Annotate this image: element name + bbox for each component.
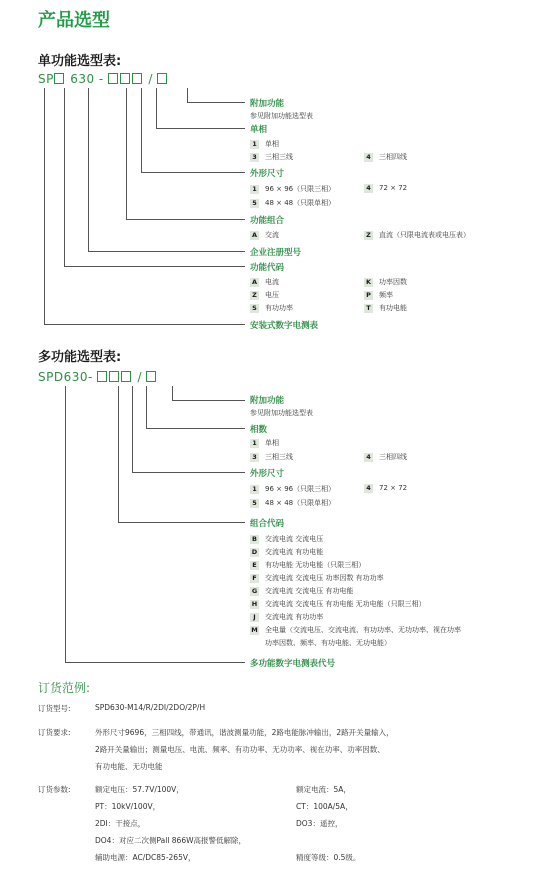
list-item: A 交流 — [251, 231, 279, 239]
key-badge: T — [364, 304, 373, 313]
connector-line — [64, 266, 245, 267]
order-section-title: 订货范例: — [38, 681, 91, 695]
multi-addon-head: 附加功能 — [250, 396, 285, 406]
connector-line — [187, 102, 245, 103]
key-badge: 1 — [250, 439, 259, 448]
list-item: A 电流 — [251, 278, 279, 286]
key-badge: F — [250, 574, 259, 583]
connector-line — [132, 472, 245, 473]
key-badge: 4 — [364, 184, 373, 193]
key-badge: Z — [250, 291, 259, 300]
key-badge: 1 — [250, 485, 259, 494]
connector-line — [141, 88, 142, 172]
code-slot-box — [132, 73, 142, 84]
key-badge: H — [251, 600, 258, 608]
order-req-label: 订货要求: — [38, 728, 71, 737]
connector-line — [44, 324, 245, 325]
key-badge: 4 — [364, 153, 373, 162]
list-item: Z 电压 — [250, 290, 279, 300]
connector-line — [44, 88, 45, 324]
key-badge: G — [251, 587, 258, 595]
connector-line — [118, 386, 119, 522]
multi-size-head: 外形尺寸 — [250, 469, 285, 479]
connector-line — [132, 386, 133, 472]
list-item: B 交流电流 交流电压 — [250, 534, 323, 544]
single-combo-head: 功能组合 — [250, 216, 285, 226]
multi-meter-head: 多功能数字电测表代号 — [250, 659, 336, 669]
code-slot-box — [146, 371, 156, 382]
connector-line — [172, 400, 245, 401]
order-param: DO4：对应二次侧Pall 866W高报警低解除， — [95, 836, 247, 845]
list-item: 5 48 × 48（只限单相） — [250, 198, 335, 208]
key-badge: B — [250, 535, 259, 544]
connector-line — [126, 88, 127, 219]
list-item: D 交流电流 有功电能 — [251, 548, 324, 556]
order-param-label: 订货参数: — [38, 785, 71, 794]
code-slot-box — [109, 371, 119, 382]
key-badge: 5 — [250, 499, 259, 508]
key-badge: P — [364, 291, 373, 300]
single-addon-note: 参见附加功能选型表 — [250, 112, 313, 120]
code-slot-box — [54, 73, 64, 84]
list-item: 4 三相四线 — [364, 452, 407, 462]
key-badge: M — [251, 626, 258, 634]
key-badge: 5 — [250, 199, 259, 208]
code-slot-box — [157, 73, 167, 84]
connector-line — [146, 428, 245, 429]
list-item: T 有功电能 — [364, 303, 407, 313]
order-param: 2DI：干接点， — [95, 819, 146, 828]
code-slot-box — [97, 371, 107, 382]
connector-line — [156, 128, 245, 129]
order-param: 额定电压：57.7V/100V， — [95, 785, 184, 794]
list-item: E 有功电能 无功电能（只限三相） — [250, 560, 365, 570]
connector-line — [118, 522, 245, 523]
key-badge: A — [251, 231, 258, 239]
multi-combo-head: 组合代码 — [250, 519, 285, 529]
multi-code-prefix: SPD630- — [38, 370, 93, 384]
single-addon-head: 附加功能 — [250, 99, 285, 109]
list-item-continuation: 功率因数、频率、有功电能、无功电能） — [265, 639, 391, 647]
single-reg-head: 企业注册型号 — [250, 248, 302, 258]
code-slot-box — [121, 371, 131, 382]
single-model-code — [38, 72, 169, 86]
multi-code-slash: / — [137, 370, 143, 384]
key-badge: 1 — [250, 185, 259, 194]
connector-line — [65, 386, 66, 662]
key-badge: D — [251, 548, 258, 556]
list-item: M 全电量（交流电压、交流电流、有功功率、无功功率、视在功率 — [251, 626, 461, 634]
list-item: F 交流电流 交流电压 功率因数 有功功率 — [250, 573, 384, 583]
key-badge: A — [251, 278, 258, 286]
single-size-head: 外形尺寸 — [250, 169, 285, 179]
key-badge: K — [365, 278, 372, 286]
order-param: DO3：遥控， — [296, 819, 343, 828]
connector-line — [126, 219, 245, 220]
multi-section-title: 多功能选型表: — [38, 350, 122, 365]
single-func-head: 功能代码 — [250, 263, 285, 273]
order-param: 辅助电源：AC/DC85-265V， — [95, 853, 196, 862]
key-badge: 4 — [364, 484, 373, 493]
multi-phase-head: 相数 — [250, 425, 268, 435]
list-item: 1 96 × 96（只限三相） — [250, 484, 335, 494]
single-code-mid: 630 - — [70, 72, 104, 86]
list-item: G 交流电流 交流电压 有功电能 — [251, 587, 354, 595]
list-item: H 交流电流 交流电压 有功电能 无功电能（只限三相） — [251, 600, 426, 608]
key-badge: 1 — [250, 140, 259, 149]
connector-line — [187, 88, 188, 102]
order-param: 额定电流：5A， — [296, 785, 351, 794]
key-badge: Z — [364, 231, 373, 240]
order-param: PT：10kV/100V， — [95, 802, 161, 811]
code-slot-box — [108, 73, 118, 84]
connector-line — [64, 88, 65, 266]
single-code-slash: / — [148, 72, 153, 86]
key-badge: S — [250, 304, 259, 313]
connector-line — [146, 386, 147, 428]
list-item: 4 72 × 72 — [364, 484, 407, 493]
connector-line — [88, 88, 89, 251]
order-req-line: 有功电能、无功电能 — [95, 762, 163, 771]
list-item: Z 直流（只限电流表或电压表） — [364, 230, 470, 240]
list-item: J 交流电流 有功功率 — [250, 612, 323, 622]
connector-line — [172, 386, 173, 400]
single-section-title: 单功能选型表: — [38, 54, 122, 69]
list-item: 4 72 × 72 — [364, 184, 407, 193]
connector-line — [88, 251, 245, 252]
order-param: CT：100A/5A， — [296, 802, 353, 811]
multi-model-code — [38, 370, 158, 384]
key-badge: J — [250, 613, 259, 622]
list-item: 4 三相四线 — [364, 152, 407, 162]
key-badge: 4 — [364, 453, 373, 462]
list-item: 5 48 × 48（只限单相） — [250, 498, 335, 508]
key-badge: E — [250, 561, 259, 570]
order-model-value: SPD630-M14/R/2DI/2DO/2P/H — [95, 703, 206, 712]
list-item: S 有功功率 — [250, 303, 293, 313]
list-item: 3 三相三线 — [250, 152, 293, 162]
single-phase-head: 单相 — [250, 125, 268, 135]
connector-line — [141, 172, 245, 173]
page-title: 产品选型 — [38, 10, 110, 31]
order-param: 精度等级：0.5级。 — [296, 853, 361, 862]
list-item: 3 三相三线 — [250, 452, 293, 462]
key-badge: 3 — [250, 453, 259, 462]
list-item: P 频率 — [364, 290, 393, 300]
order-model-label: 订货型号: — [38, 704, 71, 713]
key-badge: 3 — [250, 153, 259, 162]
connector-line — [156, 88, 157, 128]
code-slot-box — [120, 73, 130, 84]
order-req-line: 外形尺寸9696，三相四线，带通讯，谐波测量功能，2路电能脉冲输出，2路开关量输入， — [95, 728, 394, 737]
list-item: K 功率因数 — [365, 278, 407, 286]
list-item: 1 单相 — [250, 139, 279, 149]
connector-line — [65, 662, 245, 663]
list-item: 1 单相 — [250, 438, 279, 448]
list-item: 1 96 × 96（只限三相） — [250, 184, 335, 194]
multi-addon-note: 参见附加功能选型表 — [250, 409, 313, 417]
single-meter-head: 安装式数字电测表 — [250, 321, 319, 331]
single-code-prefix: SP — [38, 72, 54, 86]
order-req-line: 2路开关量输出；测量电压、电流、频率、有功功率、无功功率、视在功率、功率因数、 — [95, 745, 385, 754]
